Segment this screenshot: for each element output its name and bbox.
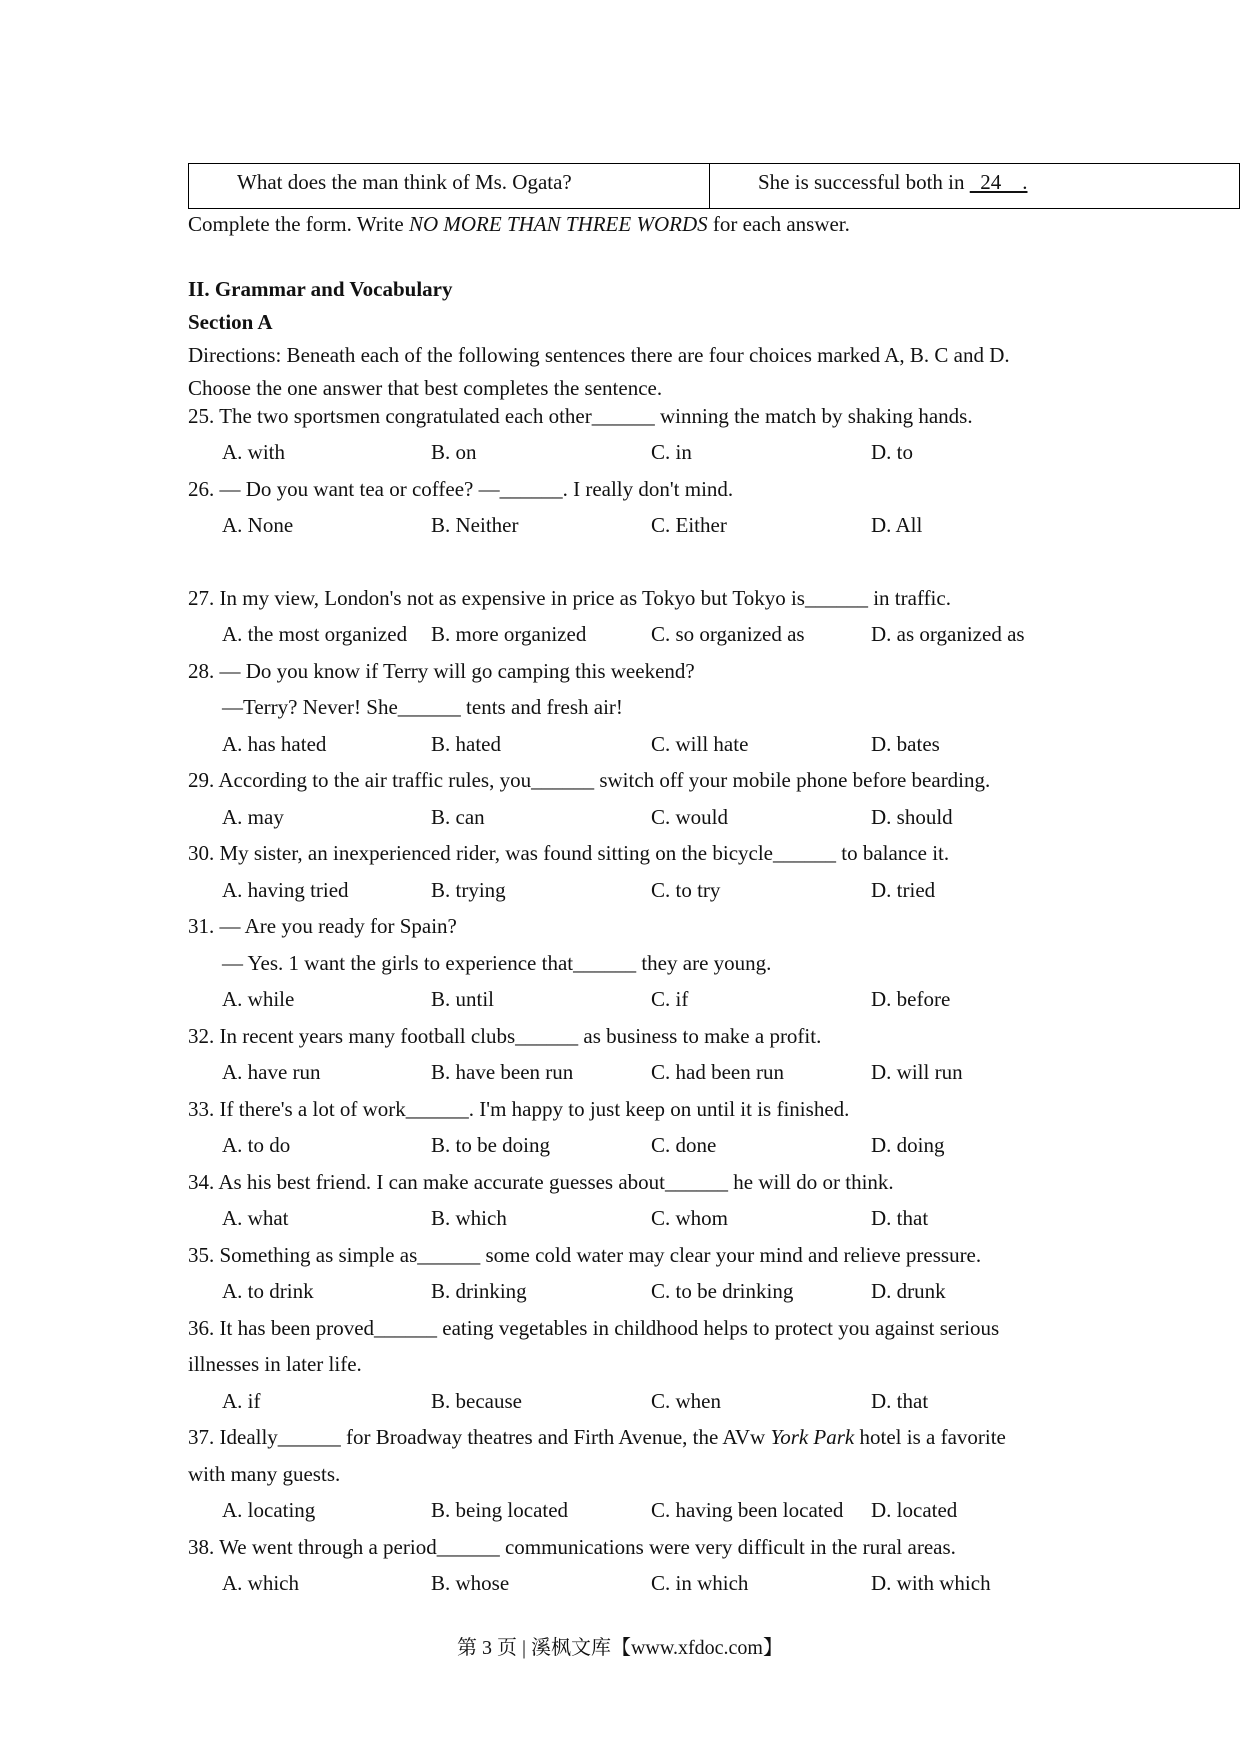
form-answer-text	[710, 164, 1239, 195]
question-25-stem: 25. The two sportsmen congratulated each other______ winning the match by shaking hands.	[188, 404, 973, 428]
q35-option-b: B. drinking	[431, 1279, 527, 1303]
q30-option-c: C. to try	[651, 878, 721, 902]
form-question-text: What does the man think of Ms. Ogata?	[237, 170, 572, 194]
instruction-emphasis: NO MORE THAN THREE WORDS	[408, 212, 708, 236]
directions-line-2: Choose the one answer that best completes the sentence.	[188, 376, 663, 400]
question-34-stem: 34. As his best friend. I can make accurate guesses about______ he will do or think.	[188, 1170, 894, 1194]
answer-form-table	[188, 163, 1240, 209]
q35-option-d: D. drunk	[871, 1279, 946, 1303]
q26-option-d: D. All	[871, 513, 923, 537]
q31-option-a: A. while	[222, 987, 295, 1011]
q32-option-c: C. had been run	[651, 1060, 784, 1084]
question-31-stem: 31. — Are you ready for Spain?	[188, 914, 457, 938]
q31-option-b: B. until	[431, 987, 495, 1011]
q28-option-c: C. will hate	[651, 732, 749, 756]
question-31-reply: — Yes. 1 want the girls to experience that______ they are young.	[222, 951, 772, 975]
q27-option-a: A. the most organized	[222, 622, 408, 646]
q34-option-d: D. that	[871, 1206, 929, 1230]
q32-option-b: B. have been run	[431, 1060, 574, 1084]
question-35-stem: 35. Something as simple as______ some cold water may clear your mind and relieve pressure.	[188, 1243, 982, 1267]
q37-hotel-name: York Park	[770, 1425, 855, 1449]
q34-option-a: A. what	[222, 1206, 289, 1230]
q26-option-c: C. Either	[651, 513, 727, 537]
q33-option-a: A. to do	[222, 1133, 291, 1157]
q26-option-b: B. Neither	[431, 513, 519, 537]
page-footer: 第 3 页 | 溪枫文库【www.xfdoc.com】	[456, 1637, 783, 1659]
q25-option-c: C. in	[651, 440, 692, 464]
question-33-stem: 33. If there's a lot of work______. I'm happy to just keep on until it is finished.	[188, 1097, 850, 1121]
q29-option-c: C. would	[651, 805, 729, 829]
q31-option-d: D. before	[871, 987, 951, 1011]
q37-stem-text: 37. Ideally______ for Broadway theatres and Firth Avenue, the AVw	[188, 1425, 771, 1449]
question-27-stem: 27. In my view, London's not as expensive in price as Tokyo but Tokyo is______ in traffic.	[188, 586, 951, 610]
question-30-stem: 30. My sister, an inexperienced rider, was found sitting on the bicycle______ to balance it.	[188, 841, 950, 865]
q29-option-a: A. may	[222, 805, 284, 829]
question-28-stem: 28. — Do you know if Terry will go camping this weekend?	[188, 659, 695, 683]
question-28-reply: —Terry? Never! She______ tents and fresh air!	[222, 695, 623, 719]
q36-option-b: B. because	[431, 1389, 522, 1413]
q26-option-a: A. None	[222, 513, 294, 537]
q28-option-a: A. has hated	[222, 732, 327, 756]
q34-option-b: B. which	[431, 1206, 507, 1230]
q29-option-d: D. should	[871, 805, 953, 829]
form-answer-prefix: She is successful both in	[758, 170, 970, 194]
q25-option-d: D. to	[871, 440, 913, 464]
q38-option-a: A. which	[222, 1571, 299, 1595]
q36-option-a: A. if	[222, 1389, 261, 1413]
section-heading: II. Grammar and Vocabulary	[188, 277, 453, 301]
q35-option-c: C. to be drinking	[651, 1279, 794, 1303]
q34-option-c: C. whom	[651, 1206, 729, 1230]
question-37-stem-cont: with many guests.	[188, 1462, 341, 1486]
q33-option-c: C. done	[651, 1133, 717, 1157]
q25-option-b: B. on	[431, 440, 477, 464]
q27-option-d: D. as organized as	[871, 622, 1025, 646]
q36-option-c: C. when	[651, 1389, 721, 1413]
q38-option-d: D. with which	[871, 1571, 991, 1595]
question-32-stem: 32. In recent years many football clubs______ as business to make a profit.	[188, 1024, 822, 1048]
q38-option-b: B. whose	[431, 1571, 510, 1595]
q31-option-c: C. if	[651, 987, 689, 1011]
q37-stem-tail: hotel is a favorite	[854, 1425, 1006, 1449]
question-36-stem-cont: illnesses in later life.	[188, 1352, 362, 1376]
q38-option-c: C. in which	[651, 1571, 749, 1595]
q29-option-b: B. can	[431, 805, 485, 829]
q30-option-b: B. trying	[431, 878, 506, 902]
instruction-text: Complete the form. Write	[188, 212, 409, 236]
question-38-stem: 38. We went through a period______ communications were very difficult in the rural areas.	[188, 1535, 956, 1559]
q25-option-a: A. with	[222, 440, 285, 464]
q33-option-b: B. to be doing	[431, 1133, 550, 1157]
q37-option-b: B. being located	[431, 1498, 569, 1522]
form-answer-cell	[710, 164, 1240, 209]
section-subheading: Section A	[188, 310, 273, 334]
q37-option-a: A. locating	[222, 1498, 316, 1522]
question-36-stem: 36. It has been proved______ eating vegetables in childhood helps to protect you against serious	[188, 1316, 1000, 1340]
table-row	[189, 164, 1240, 209]
q33-option-d: D. doing	[871, 1133, 945, 1157]
q27-option-b: B. more organized	[431, 622, 587, 646]
question-29-stem: 29. According to the air traffic rules, you______ switch off your mobile phone before bearding.	[188, 768, 991, 792]
q28-option-b: B. hated	[431, 732, 501, 756]
q32-option-d: D. will run	[871, 1060, 963, 1084]
instruction-tail: for each answer.	[707, 212, 850, 236]
q32-option-a: A. have run	[222, 1060, 321, 1084]
form-question-cell	[189, 164, 710, 209]
q37-option-d: D. located	[871, 1498, 958, 1522]
q28-option-d: D. bates	[871, 732, 940, 756]
q30-option-d: D. tried	[871, 878, 936, 902]
q30-option-a: A. having tried	[222, 878, 349, 902]
directions-line-1: Directions: Beneath each of the following sentences there are four choices marked A, B. C and D.	[188, 343, 1010, 367]
q37-option-c: C. having been located	[651, 1498, 844, 1522]
q35-option-a: A. to drink	[222, 1279, 314, 1303]
question-37-stem	[188, 1427, 1006, 1448]
question-26-stem: 26. — Do you want tea or coffee? —______. I really don't mind.	[188, 477, 734, 501]
form-blank-24: 24 .	[969, 170, 1028, 194]
form-instruction	[188, 214, 850, 235]
q36-option-d: D. that	[871, 1389, 929, 1413]
q27-option-c: C. so organized as	[651, 622, 805, 646]
